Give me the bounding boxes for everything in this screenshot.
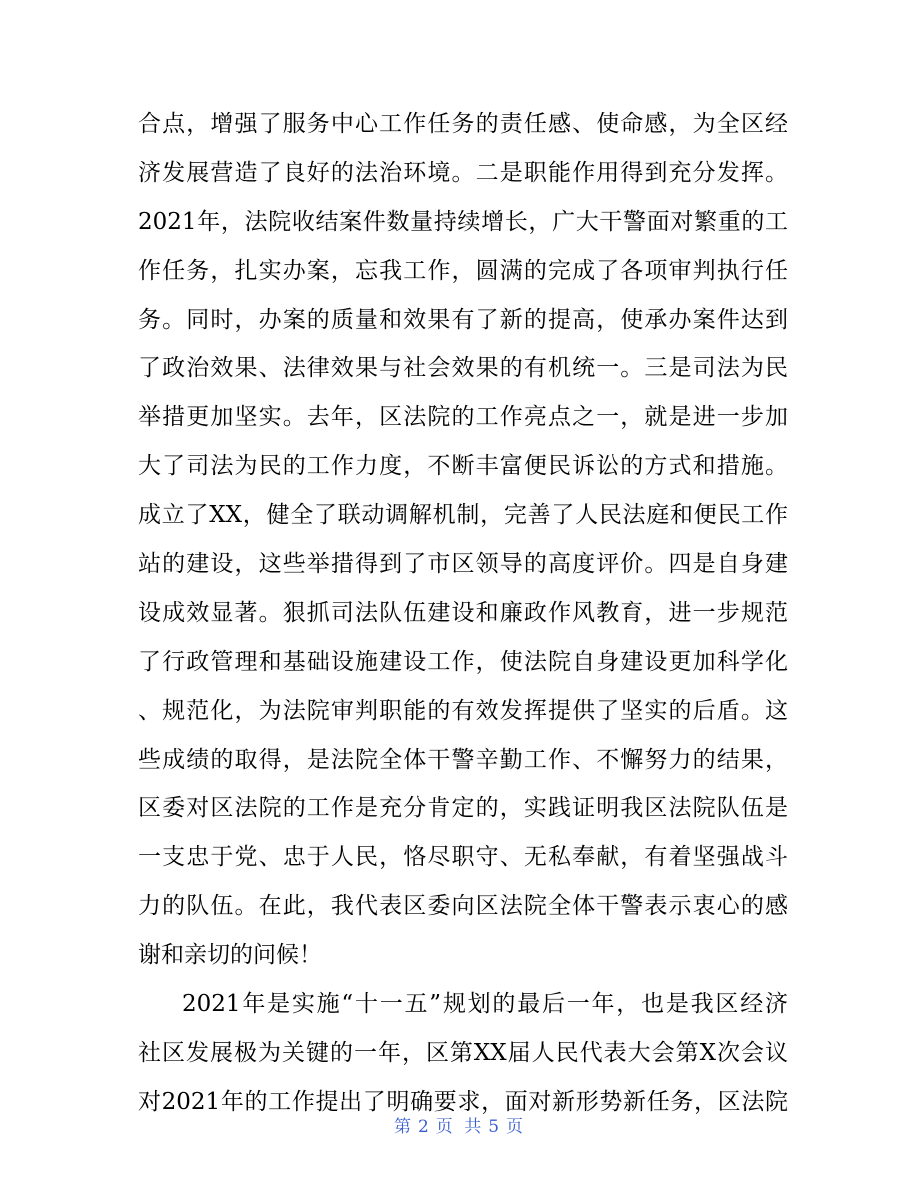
text-line: 力的队伍。在此，我代表区委向区法院全体干警表示衷心的感 [138, 893, 788, 920]
text-line: 社区发展极为关键的一年，区第XX届人民代表大会第X次会议 [138, 1039, 788, 1066]
page-number: 2 [417, 1117, 432, 1137]
text-line: 成立了XX，健全了联动调解机制，完善了人民法庭和便民工作 [138, 502, 788, 529]
text-line: 设成效显著。狠抓司法队伍建设和廉政作风教育，进一步规范 [138, 599, 788, 626]
text-line: 了政治效果、法律效果与社会效果的有机统一。三是司法为民 [138, 355, 788, 382]
text-line: 些成绩的取得，是法院全体干警辛勤工作、不懈努力的结果， [138, 746, 788, 773]
text-line: 对2021年的工作提出了明确要求，面对新形势新任务，区法院 [138, 1088, 788, 1115]
text-line: 合点，增强了服务中心工作任务的责任感、使命感，为全区经 [138, 111, 788, 137]
footer-suffix: 页 [506, 1117, 527, 1137]
text-line: 大了司法为民的工作力度，不断丰富便民诉讼的方式和措施。 [138, 453, 788, 480]
text-line: 济发展营造了良好的法治环境。二是职能作用得到充分发挥。 [138, 159, 788, 186]
text-line: 作任务，扎实办案，忘我工作，圆满的完成了各项审判执行任 [138, 257, 788, 284]
text-line: 2021年，法院收结案件数量持续增长，广大干警面对繁重的工 [138, 208, 788, 235]
text-line: 务。同时，办案的质量和效果有了新的提高，使承办案件达到 [138, 306, 788, 333]
footer-middle: 页 共 [435, 1117, 485, 1137]
paragraph-first-line: 2021年是实施“十一五”规划的最后一年，也是我区经济 [182, 991, 788, 1018]
text-line: 举措更加坚实。去年，区法院的工作亮点之一，就是进一步加 [138, 404, 788, 431]
page-footer [0, 1112, 920, 1137]
footer-prefix: 第 [393, 1117, 414, 1137]
text-line: 谢和亲切的问候！ [138, 942, 322, 969]
text-line: 、规范化，为法院审判职能的有效发挥提供了坚实的后盾。这 [138, 697, 788, 724]
text-line: 了行政管理和基础设施建设工作，使法院自身建设更加科学化 [138, 648, 788, 675]
text-line: 一支忠于党、忠于人民，恪尽职守、无私奉献，有着坚强战斗 [138, 844, 788, 871]
page-total: 5 [488, 1117, 503, 1137]
text-line: 区委对区法院的工作是充分肯定的，实践证明我区法院队伍是 [138, 795, 788, 822]
document-body [138, 100, 788, 1127]
text-line: 站的建设，这些举措得到了市区领导的高度评价。四是自身建 [138, 551, 788, 578]
